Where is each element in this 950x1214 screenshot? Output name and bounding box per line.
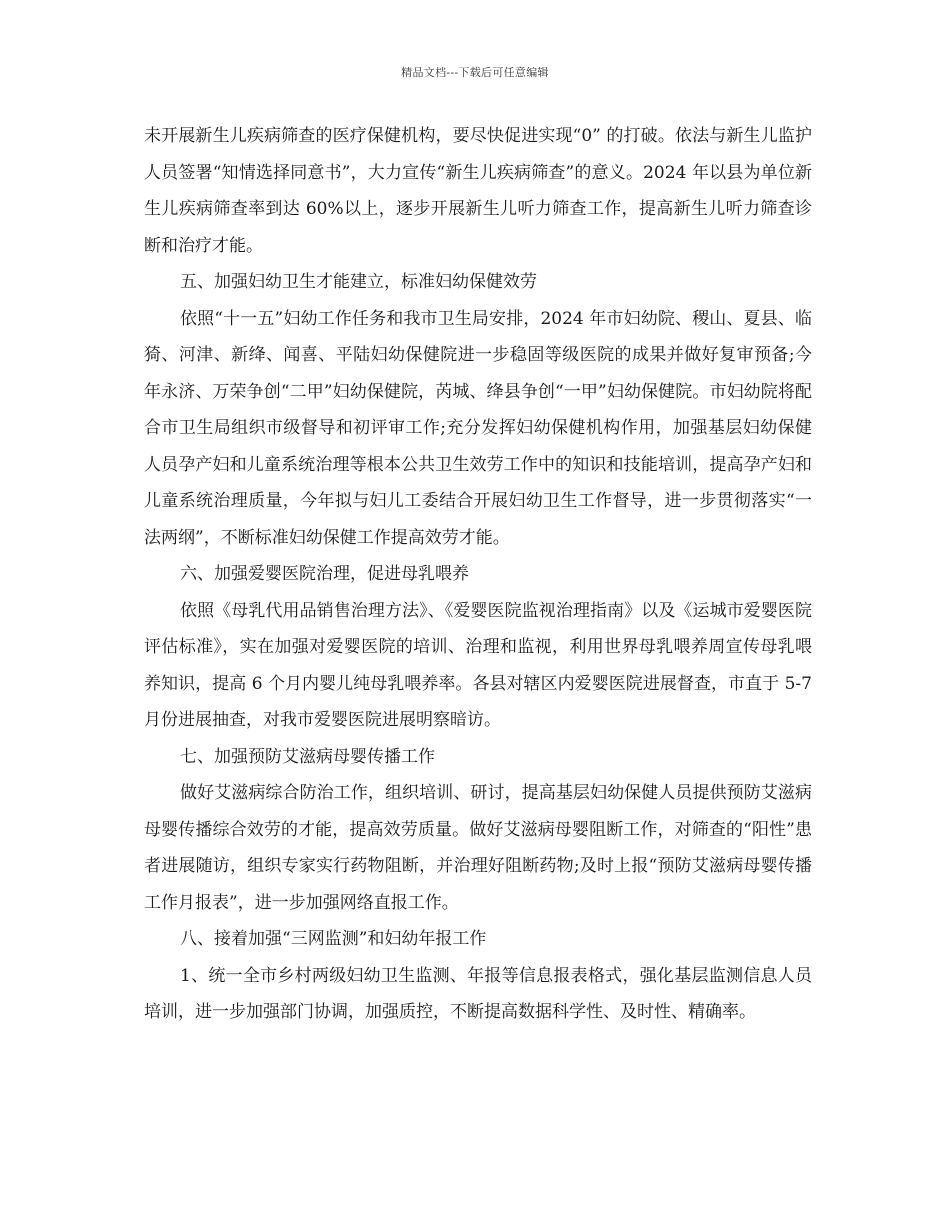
section-heading-6: 六、加强爱婴医院治理，促进母乳喂养 <box>180 564 469 584</box>
paragraph-section-7: 做好艾滋病综合防治工作，组织培训、研讨，提高基层妇幼保健人员提供预防艾滋病母婴传播综合效劳的才能，提高效劳质量。做好艾滋病母婴阻断工作，对筛查的“阳性”患者进展随访，组织专家实行药物阻断，并治理好阻断药物;及时上报“预防艾滋病母婴传播工作月报表”，进一步加强网络直报工作。 <box>144 783 812 913</box>
section-heading-5: 五、加强妇幼卫生才能建立，标准妇幼保健效劳 <box>180 272 537 292</box>
document-body <box>144 118 812 1031</box>
paragraph-screening-continuation: 未开展新生儿疾病筛查的医疗保健机构，要尽快促进实现“0” 的打破。依法与新生儿监护人员签署“知情选择同意书”，大力宣传“新生儿疾病筛查”的意义。2024 年以县为单位新生儿疾病筛查率到达 60%以上，逐步开展新生儿听力筛查工作，提高新生儿听力筛查诊断和治疗才能。 <box>144 126 812 256</box>
page-header: 精品文档---下载后可任意编辑 <box>401 66 549 79</box>
paragraph-section-5: 依照“十一五”妇幼工作任务和我市卫生局安排，2024 年市妇幼院、稷山、夏县、临猗、河津、新绛、闻喜、平陆妇幼保健院进一步稳固等级医院的成果并做好复审预备;今年永济、万荣争创“二甲”妇幼保健院，芮城、绛县争创“一甲”妇幼保健院。市妇幼院将配合市卫生局组织市级督导和初评审工作;充分发挥妇幼保健机构作用，加强基层妇幼保健人员孕产妇和儿童系统治理等根本公共卫生效劳工作中的知识和技能培训，提高孕产妇和儿童系统治理质量，今年拟与妇儿工委结合开展妇幼卫生工作督导，进一步贯彻落实“一法两纲”，不断标准妇幼保健工作提高效劳才能。 <box>144 308 812 548</box>
paragraph-section-8-item-1: 1、统一全市乡村两级妇幼卫生监测、年报等信息报表格式，强化基层监测信息人员培训，进一步加强部门协调，加强质控，不断提高数据科学性、及时性、精确率。 <box>144 965 812 1022</box>
section-heading-8: 八、接着加强“三网监测”和妇幼年报工作 <box>180 929 487 949</box>
section-heading-7: 七、加强预防艾滋病母婴传播工作 <box>180 746 435 767</box>
paragraph-section-6: 依照《母乳代用品销售治理方法》、《爱婴医院监视治理指南》以及《运城市爱婴医院评估标准》，实在加强对爱婴医院的培训、治理和监视，利用世界母乳喂养周宣传母乳喂养知识，提高 6 个月内婴儿纯母乳喂养率。各县对辖区内爱婴医院进展督查，市直于 5-7 月份进展抽查，对我市爱婴医院进展明察暗访。 <box>144 600 812 730</box>
